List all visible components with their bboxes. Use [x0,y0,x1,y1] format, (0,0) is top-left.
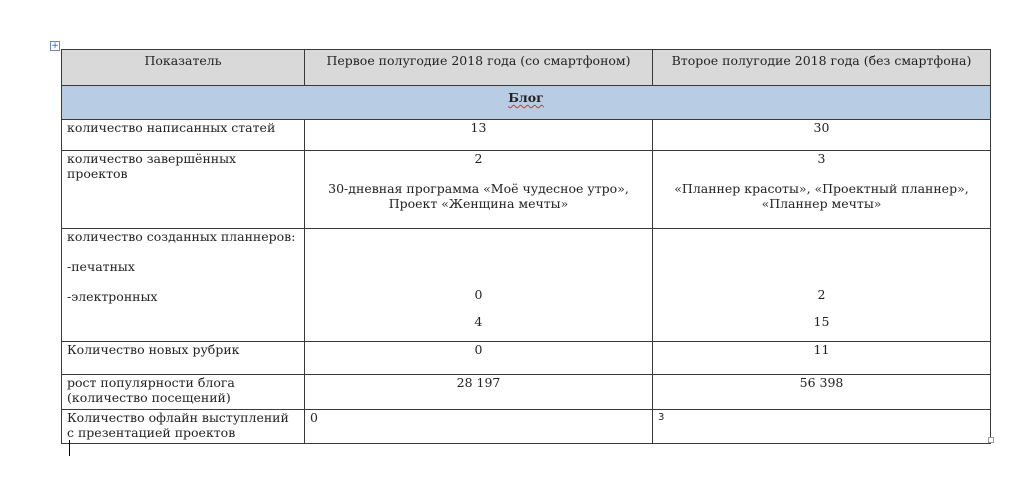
cell-value: 56 398 [653,375,991,410]
cell-value [305,229,653,342]
row-label: рост популярности блога (количество посещений) [62,375,305,410]
table-row [62,120,991,151]
table-row [62,342,991,375]
cell-value: 3 [653,410,991,444]
electronic-value: 4 [474,314,483,329]
printed-value: 2 [817,287,826,302]
row-label: Количество офлайн выступлений с презентацией проектов [62,410,305,444]
table-move-handle-icon[interactable]: + [51,41,59,51]
cell-note: «Планнер красоты», «Проектный планнер», «Планнер мечты» [674,181,969,211]
row-label: Количество новых рубрик [62,342,305,375]
header-first-half: Первое полугодие 2018 года (со смартфоном) [305,50,653,86]
cell-value: 0 [305,410,653,444]
table-row [62,229,991,342]
table-row [62,410,991,444]
section-row [62,86,991,120]
section-title: Блог [62,86,991,120]
report-table [61,49,991,444]
cell-value [305,151,653,229]
cell-value: 30 [653,120,991,151]
planners-label: количество созданных планнеров: [67,229,296,244]
header-second-half: Второе полугодие 2018 года (без смартфона) [653,50,991,86]
row-label: количество написанных статей [62,120,305,151]
table-header-row [62,50,991,86]
cell-value: 28 197 [305,375,653,410]
table-row [62,151,991,229]
electronic-value: 15 [813,314,830,329]
header-indicator: Показатель [62,50,305,86]
printed-label: -печатных [67,259,135,274]
cell-value: 0 [305,342,653,375]
electronic-label: -электронных [67,289,158,304]
cell-value: 11 [653,342,991,375]
printed-value: 0 [474,287,483,302]
cell-value [653,229,991,342]
table-row [62,375,991,410]
cell-value: 13 [305,120,653,151]
row-label [62,229,305,342]
cell-count: 2 [474,151,483,166]
cell-note: 30-дневная программа «Моё чудесное утро», Проект «Женщина мечты» [328,181,629,211]
cell-count: 3 [817,151,826,166]
text-cursor [69,440,70,456]
table-resize-handle[interactable] [988,437,994,443]
cell-value [653,151,991,229]
row-label: количество завершённых проектов [62,151,305,229]
